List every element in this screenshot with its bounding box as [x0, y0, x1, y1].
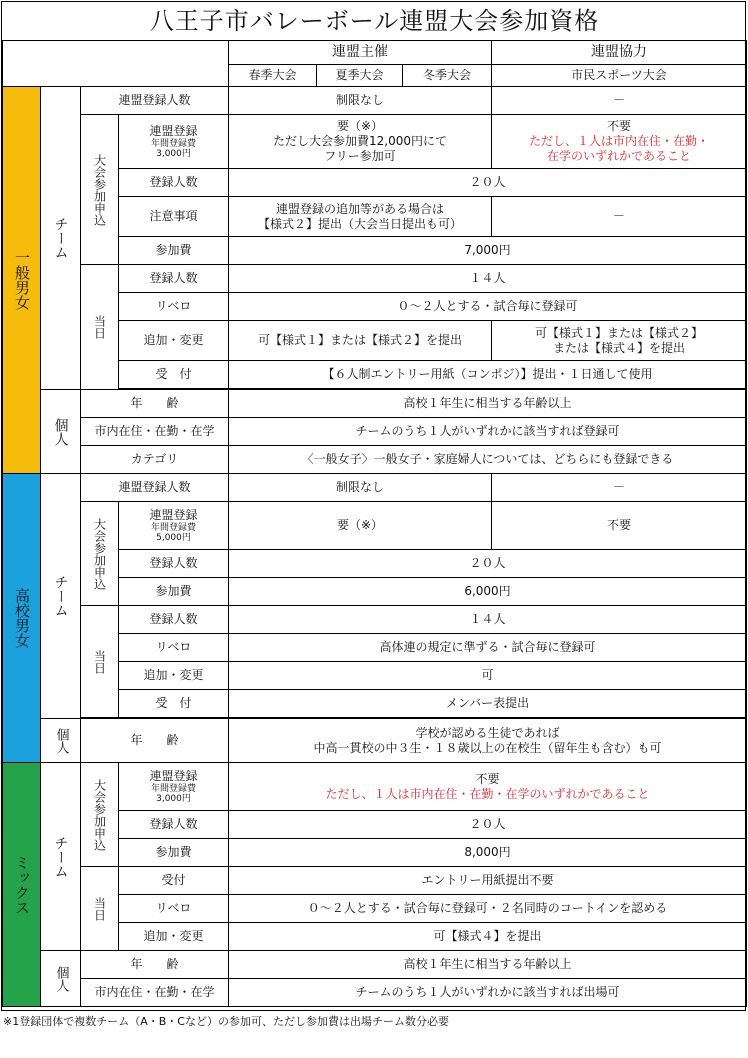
ippan-row-category — [3, 446, 747, 474]
koukou-uketsuke: メンバー表提出 — [229, 690, 747, 718]
koukou-sankahi-label: 参加費 — [119, 578, 229, 606]
ippan-shinai: チームのうち１人がいずれかに該当すれば登録可 — [229, 418, 747, 446]
mix-taikai-label: 大会参加申込 — [81, 763, 119, 867]
mix-sankahi: 8,000円 — [229, 839, 747, 867]
header-fuyu: 冬季大会 — [403, 65, 492, 87]
koukou-renmei-touroku-label: 連盟登録 年間登録費 5,000円 — [119, 502, 229, 550]
koukou-renmei-ninzu-label: 連盟登録人数 — [81, 474, 229, 502]
ippan-category-label: カテゴリ — [81, 446, 229, 474]
header-natsu: 夏季大会 — [317, 65, 403, 87]
mix-tsuika-label: 追加・変更 — [119, 923, 229, 951]
footnote: ※1登録団体で複数チーム（A・B・Cなど）の参加可、ただし参加費は出場チーム数分必要 — [3, 1015, 449, 1028]
koukou-nenrei-label: 年 齢 — [81, 719, 229, 763]
koukou-touroku-main: 要（※） — [229, 502, 492, 550]
koukou-ninzu-label: 登録人数 — [119, 550, 229, 578]
koukou-libero: 高体連の規定に準ずる・試合毎に登録可 — [229, 634, 747, 662]
header-blank — [3, 41, 229, 87]
ippan-row-day-ninzu — [3, 265, 747, 293]
ippan-sankahi-label: 参加費 — [119, 237, 229, 265]
mix-renmei-touroku-label: 連盟登録 年間登録費 3,000円 — [119, 763, 229, 811]
ippan-kojin-label: 個人 — [41, 390, 81, 474]
mix-row-shinai — [3, 979, 747, 1007]
ippan-shinai-label: 市内在住・在勤・在学 — [81, 418, 229, 446]
ippan-tsuika-main: 可【様式１】または【様式２】を提出 — [229, 321, 492, 361]
ippan-row-touroku — [3, 115, 747, 169]
ippan-renmei-ninzu-main: 制限なし — [229, 87, 492, 115]
ippan-row-renmei-ninzu — [3, 87, 747, 115]
ippan-uketsuke-label: 受 付 — [119, 361, 229, 389]
ippan-libero-label: リベロ — [119, 293, 229, 321]
ippan-toujitsu-label: 当日 — [81, 265, 119, 390]
koukou-row-day-ninzu — [3, 606, 747, 634]
koukou-toujitsu-label: 当日 — [81, 606, 119, 718]
koukou-sankahi: 6,000円 — [229, 578, 747, 606]
koukou-tsuika-label: 追加・変更 — [119, 662, 229, 690]
koukou-uketsuke-label: 受 付 — [119, 690, 229, 718]
mix-team-label: チーム — [41, 763, 81, 951]
ippan-nenrei: 高校１年生に相当する年齢以上 — [229, 390, 747, 418]
koukou-libero-label: リベロ — [119, 634, 229, 662]
koukou-team-label: チーム — [41, 474, 81, 719]
ippan-tsuika-label: 追加・変更 — [119, 321, 229, 361]
ippan-day-ninzu-label: 登録人数 — [119, 265, 229, 293]
mix-ninzu-label: 登録人数 — [119, 811, 229, 839]
mix-kojin-label: 個人 — [41, 951, 81, 1007]
koukou-row-touroku — [3, 502, 747, 550]
mix-libero-label: リベロ — [119, 895, 229, 923]
category-mix: ミックス — [3, 763, 41, 1007]
mix-libero: ０～２人とする・試合毎に登録可・２名同時のコートインを認める — [229, 895, 747, 923]
header-shimin: 市民スポーツ大会 — [492, 65, 747, 87]
mix-row-nenrei — [3, 951, 747, 979]
ippan-libero: ０～２人とする・試合毎に登録可 — [229, 293, 747, 321]
mix-shinai: チームのうち１人がいずれかに該当すれば出場可 — [229, 979, 747, 1007]
koukou-nenrei: 学校が認める生徒であれば 中高一貫校の中３生・１８歳以上の在校生（留年生も含む）も可 — [229, 719, 747, 763]
ippan-touroku-main: 要（※） ただし大会参加費12,000円にて フリー参加可 — [229, 115, 492, 169]
ippan-taikai-label: 大会参加申込 — [81, 115, 119, 265]
ippan-row-shinai — [3, 418, 747, 446]
ippan-renmei-ninzu-coop: － — [492, 87, 747, 115]
koukou-renmei-ninzu-main: 制限なし — [229, 474, 492, 502]
ippan-chui-main: 連盟登録の追加等がある場合は 【様式２】提出（大会当日提出も可） — [229, 197, 492, 237]
koukou-kojin-label: 個人 — [41, 719, 81, 763]
ippan-tsuika-coop: 可【様式１】または【様式２】 または【様式４】を提出 — [492, 321, 747, 361]
header-haru: 春季大会 — [229, 65, 317, 87]
category-koukou: 高校男女 — [3, 474, 41, 763]
mix-row-touroku — [3, 763, 747, 811]
ippan-uketsuke: 【６人制エントリー用紙（コンポジ）】提出・１日通して使用 — [229, 361, 747, 389]
ippan-touroku-ninzu-label: 登録人数 — [119, 169, 229, 197]
label-renmei-touroku-ninzu: 連盟登録人数 — [81, 87, 229, 115]
koukou-tsuika: 可 — [229, 662, 747, 690]
mix-touroku: 不要 ただし、１人は市内在住・在勤・在学のいずれかであること — [229, 763, 747, 811]
koukou-row-renmei-ninzu — [3, 474, 747, 502]
mix-uketsuke-label: 受付 — [119, 867, 229, 895]
ippan-chui-label: 注意事項 — [119, 197, 229, 237]
koukou-row-nenrei — [3, 719, 747, 763]
ippan-sankahi: 7,000円 — [229, 237, 747, 265]
qualification-table — [2, 40, 747, 1007]
ippan-ninzu: ２０人 — [229, 169, 747, 197]
mix-nenrei: 高校１年生に相当する年齢以上 — [229, 951, 747, 979]
mix-nenrei-label: 年 齢 — [81, 951, 229, 979]
mix-ninzu: ２０人 — [229, 811, 747, 839]
header-row-1 — [3, 41, 747, 65]
koukou-ninzu: ２０人 — [229, 550, 747, 578]
koukou-touroku-coop: 不要 — [492, 502, 747, 550]
ippan-chui-coop: － — [492, 197, 747, 237]
ippan-nenrei-label: 年 齢 — [81, 390, 229, 418]
mix-shinai-label: 市内在住・在勤・在学 — [81, 979, 229, 1007]
koukou-taikai-label: 大会参加申込 — [81, 502, 119, 606]
header-renmei-kyoryoku: 連盟協力 — [492, 41, 747, 65]
ippan-touroku-coop: 不要 ただし、１人は市内在住・在勤・ 在学のいずれかであること — [492, 115, 747, 169]
ippan-team-label: チーム — [41, 87, 81, 390]
mix-tsuika: 可【様式４】を提出 — [229, 923, 747, 951]
mix-toujitsu-label: 当日 — [81, 867, 119, 951]
ippan-day-ninzu: １４人 — [229, 265, 747, 293]
header-renmei-shusai: 連盟主催 — [229, 41, 492, 65]
ippan-category-note: 〈一般女子〉一般女子・家庭婦人については、どちらにも登録できる — [229, 446, 747, 474]
category-ippan: 一般男女 — [3, 87, 41, 474]
mix-uketsuke: エントリー用紙提出不要 — [229, 867, 747, 895]
koukou-day-ninzu-label: 登録人数 — [119, 606, 229, 634]
koukou-day-ninzu: １４人 — [229, 606, 747, 634]
mix-row-uketsuke — [3, 867, 747, 895]
ippan-renmei-touroku-label: 連盟登録 年間登録費 3,000円 — [119, 115, 229, 169]
page-title: 八王子市バレーボール連盟大会参加資格 — [2, 2, 747, 41]
koukou-renmei-ninzu-coop: － — [492, 474, 747, 502]
qualification-sheet — [1, 1, 746, 1011]
mix-sankahi-label: 参加費 — [119, 839, 229, 867]
ippan-row-nenrei — [3, 390, 747, 418]
